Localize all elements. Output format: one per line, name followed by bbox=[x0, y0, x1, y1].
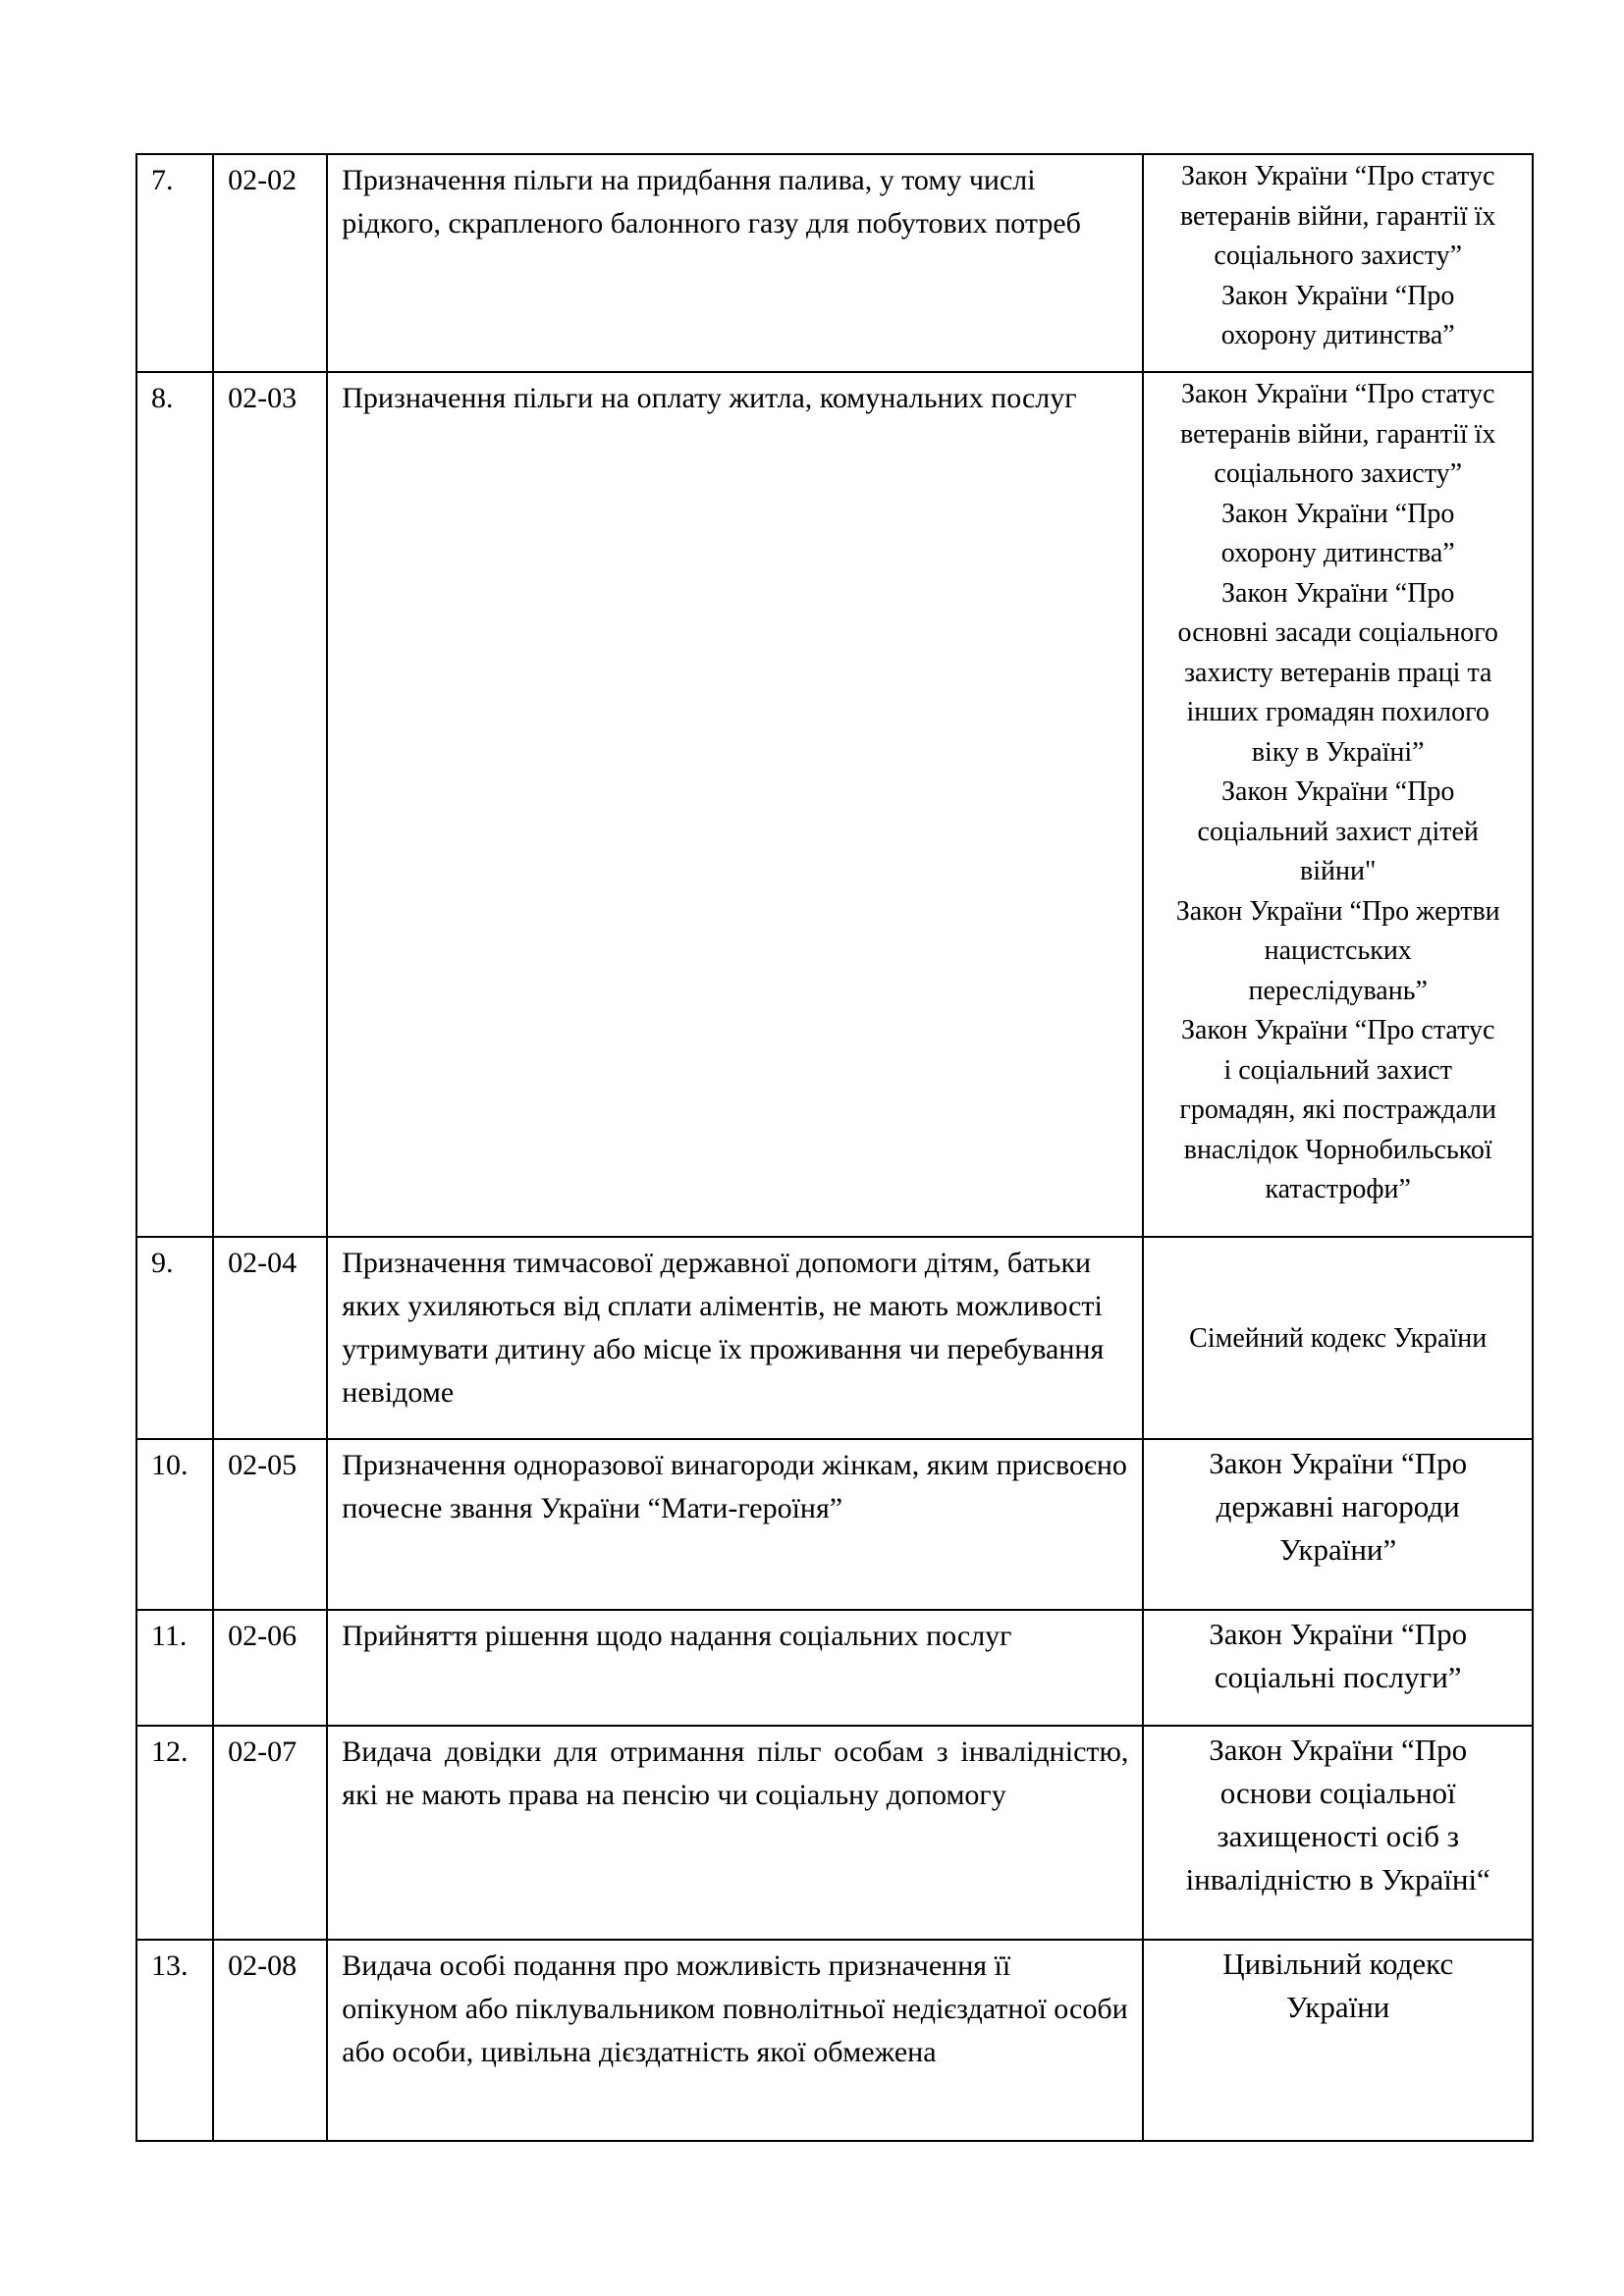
service-code: 02-02 bbox=[213, 154, 327, 372]
service-description: Видача особі подання про можливість призначення її опікуном або піклувальником повнолітньої недієздатної особи або особи, цивільна дієздатність якої обмежена bbox=[327, 1940, 1143, 2141]
law-line: і соціальний захист bbox=[1223, 1054, 1452, 1086]
service-code: 02-05 bbox=[213, 1439, 327, 1610]
service-description: Призначення пільги на оплату житла, комунальних послуг bbox=[327, 372, 1143, 1237]
table-row bbox=[136, 1726, 1533, 1940]
row-number: 9. bbox=[136, 1237, 213, 1439]
legal-basis bbox=[1143, 372, 1533, 1237]
law-line: катастрофи” bbox=[1265, 1174, 1411, 1204]
table-row bbox=[136, 1940, 1533, 2141]
law-line: внаслідок Чорнобильської bbox=[1183, 1134, 1492, 1165]
law-line: охорону дитинства” bbox=[1220, 320, 1455, 350]
service-description: Призначення тимчасової державної допомоги дітям, батьки яких ухиляються від сплати аліментів, не мають можливості утримувати дитину або місце їх проживання чи перебування невідоме bbox=[327, 1237, 1143, 1439]
row-number: 11. bbox=[136, 1610, 213, 1726]
law-line: громадян, які постраждали bbox=[1179, 1095, 1497, 1125]
law-line: Закон України “Про статус bbox=[1181, 1015, 1495, 1045]
law-line: ветеранів війни, гарантії їх bbox=[1180, 200, 1496, 232]
services-table bbox=[135, 153, 1534, 2142]
table-row bbox=[136, 1237, 1533, 1439]
service-description: Видача довідки для отримання пільг особам з інвалідністю, які не мають права на пенсію чи соціальну допомогу bbox=[327, 1726, 1143, 1940]
law-line: Закон України “Про bbox=[1209, 1617, 1468, 1651]
law-line: соціального захисту” bbox=[1214, 458, 1462, 489]
law-line: Закон України “Про статус bbox=[1181, 379, 1495, 409]
service-code: 02-03 bbox=[213, 372, 327, 1237]
legal-basis bbox=[1143, 1237, 1533, 1439]
law-line: захищеності осіб з bbox=[1217, 1819, 1460, 1853]
legal-basis bbox=[1143, 154, 1533, 372]
table-row bbox=[136, 1439, 1533, 1610]
service-description: Призначення одноразової винагороди жінкам, яким присвоєно почесне звання України “Мати-героїня” bbox=[327, 1439, 1143, 1610]
law-line: Закон України “Про bbox=[1209, 1733, 1468, 1767]
row-number: 10. bbox=[136, 1439, 213, 1610]
law-line: соціального захисту” bbox=[1214, 240, 1462, 271]
law-line: захисту ветеранів праці та bbox=[1183, 657, 1492, 688]
legal-basis bbox=[1143, 1940, 1533, 2141]
law-line: переслідувань” bbox=[1248, 975, 1428, 1006]
law-line: основні засади соціального bbox=[1177, 617, 1498, 648]
law-line: інших громадян похилого bbox=[1186, 697, 1489, 727]
law-line: Цивільний кодекс bbox=[1222, 1947, 1454, 1981]
law-line: війни" bbox=[1300, 856, 1377, 886]
table-row bbox=[136, 154, 1533, 372]
law-line: Закон України “Про bbox=[1209, 1446, 1468, 1480]
legal-basis bbox=[1143, 1726, 1533, 1940]
law-line: державні нагороди bbox=[1216, 1489, 1460, 1523]
law-line: соціальні послуги” bbox=[1214, 1660, 1462, 1694]
law-line: охорону дитинства” bbox=[1220, 538, 1455, 568]
law-line: нацистських bbox=[1264, 935, 1412, 966]
table-row bbox=[136, 1610, 1533, 1726]
row-number: 8. bbox=[136, 372, 213, 1237]
service-description: Прийняття рішення щодо надання соціальних послуг bbox=[327, 1610, 1143, 1726]
law-line: віку в Україні” bbox=[1251, 736, 1425, 768]
service-code: 02-07 bbox=[213, 1726, 327, 1940]
law-line: ветеранів війни, гарантії їх bbox=[1180, 418, 1496, 450]
law-line: Закон України “Про bbox=[1221, 577, 1455, 609]
law-line: України” bbox=[1279, 1532, 1397, 1567]
law-line: Закон України “Про bbox=[1221, 280, 1455, 311]
law-line: Закон України “Про bbox=[1221, 776, 1455, 807]
law-line: соціальний захист дітей bbox=[1197, 816, 1479, 847]
service-code: 02-08 bbox=[213, 1940, 327, 2141]
law-line: інвалідністю в Україні“ bbox=[1185, 1862, 1490, 1896]
service-code: 02-04 bbox=[213, 1237, 327, 1439]
table-row bbox=[136, 372, 1533, 1237]
row-number: 7. bbox=[136, 154, 213, 372]
service-code: 02-06 bbox=[213, 1610, 327, 1726]
row-number: 13. bbox=[136, 1940, 213, 2141]
legal-basis bbox=[1143, 1439, 1533, 1610]
law-line: Закон України “Про bbox=[1221, 498, 1455, 529]
row-number: 12. bbox=[136, 1726, 213, 1940]
law-line: Закон України “Про статус bbox=[1181, 161, 1495, 191]
law-line: України bbox=[1286, 1990, 1390, 2024]
service-description: Призначення пільги на придбання палива, у тому числі рідкого, скрапленого балонного газу для побутових потреб bbox=[327, 154, 1143, 372]
law-line: Закон України “Про жертви bbox=[1175, 895, 1500, 927]
legal-basis bbox=[1143, 1610, 1533, 1726]
law-line: основи соціальної bbox=[1219, 1776, 1456, 1810]
law-line: Сімейний кодекс України bbox=[1189, 1322, 1488, 1354]
